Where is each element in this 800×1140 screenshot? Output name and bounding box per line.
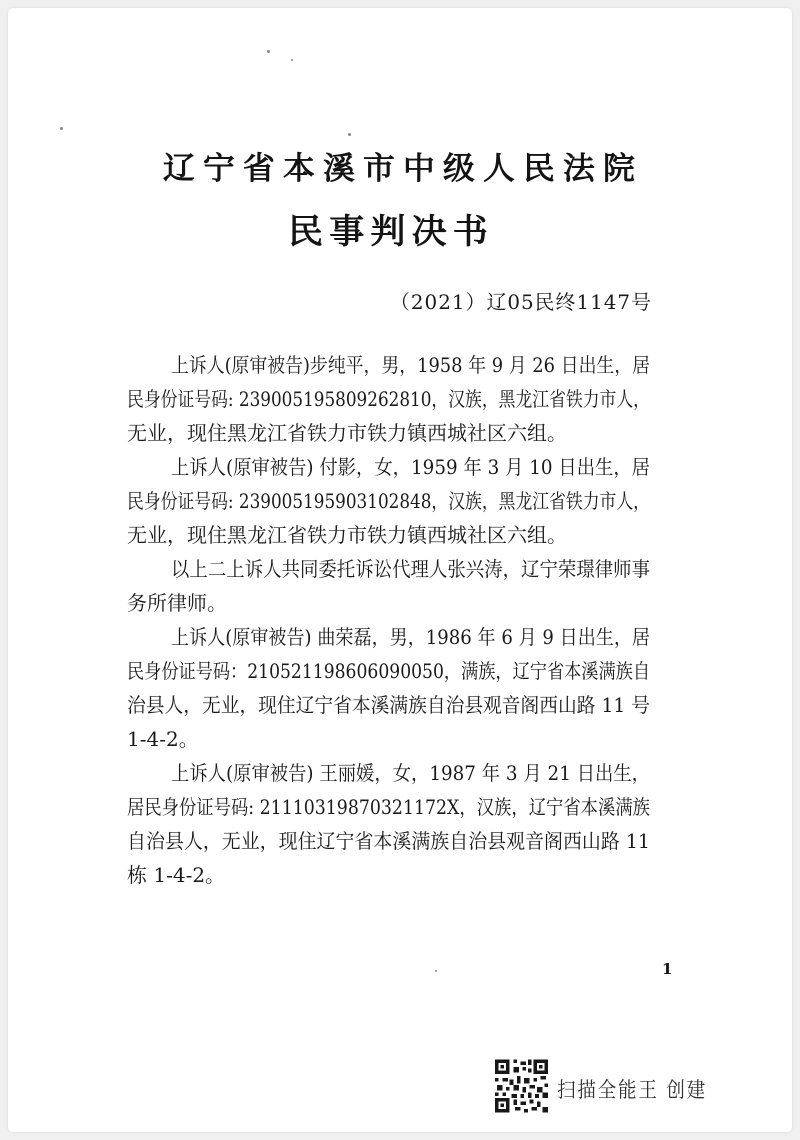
body-line: 民身份证号码: 239005195809262810，汉族，黑龙江省铁力市人， [127,387,650,411]
body-line: 以上二上诉人共同委托诉讼代理人张兴涛，辽宁荣璟律师事 [171,557,650,581]
body-line: 上诉人(原审被告) 王丽媛，女，1987 年 3 月 21 日出生， [171,761,650,785]
document-title: 民事判决书 [288,212,494,252]
body-line: 上诉人(原审被告) 曲荣磊，男，1986 年 6 月 9 日出生，居 [171,625,650,649]
scan-speckle [435,970,437,972]
body-line: 自治县人，无业，现住辽宁省本溪满族自治县观音阁西山路 11 [127,829,650,853]
body-line: 无业，现住黑龙江省铁力市铁力镇西城社区六组。 [127,523,567,547]
scan-speckle [291,59,293,61]
body-line: 栋 1-4-2。 [127,863,226,887]
scan-speckle [348,133,351,136]
scan-speckle [267,50,270,53]
body-line: 务所律师。 [127,591,227,615]
qr-code-icon [495,1058,548,1114]
scanner-watermark-label: 扫描全能王 创建 [557,1078,707,1102]
body-line: 上诉人(原审被告) 付影，女，1959 年 3 月 10 日出生，居 [171,455,650,479]
body-line: 上诉人(原审被告)步纯平，男，1958 年 9 月 26 日出生，居 [171,353,650,377]
page-number: 1 [662,960,673,978]
court-name-heading: 辽宁省本溪市中级人民法院 [163,151,643,187]
body-line: 治县人，无业，现住辽宁省本溪满族自治县观音阁西山路 11 号 [127,693,650,717]
body-line: 1-4-2。 [127,727,199,751]
body-line: 无业，现住黑龙江省铁力市铁力镇西城社区六组。 [127,421,567,445]
document-page [8,8,792,1132]
body-paragraphs [127,348,650,892]
body-line: 居民身份证号码: 21110319870321172X，汉族，辽宁省本溪满族 [127,795,650,819]
body-line: 民身份证号码：210521198606090050，满族，辽宁省本溪满族自 [127,659,650,683]
case-number: （2021）辽05民终1147号 [390,290,652,314]
body-line: 民身份证号码: 239005195903102848，汉族，黑龙江省铁力市人， [127,489,650,513]
scan-speckle [60,127,63,130]
